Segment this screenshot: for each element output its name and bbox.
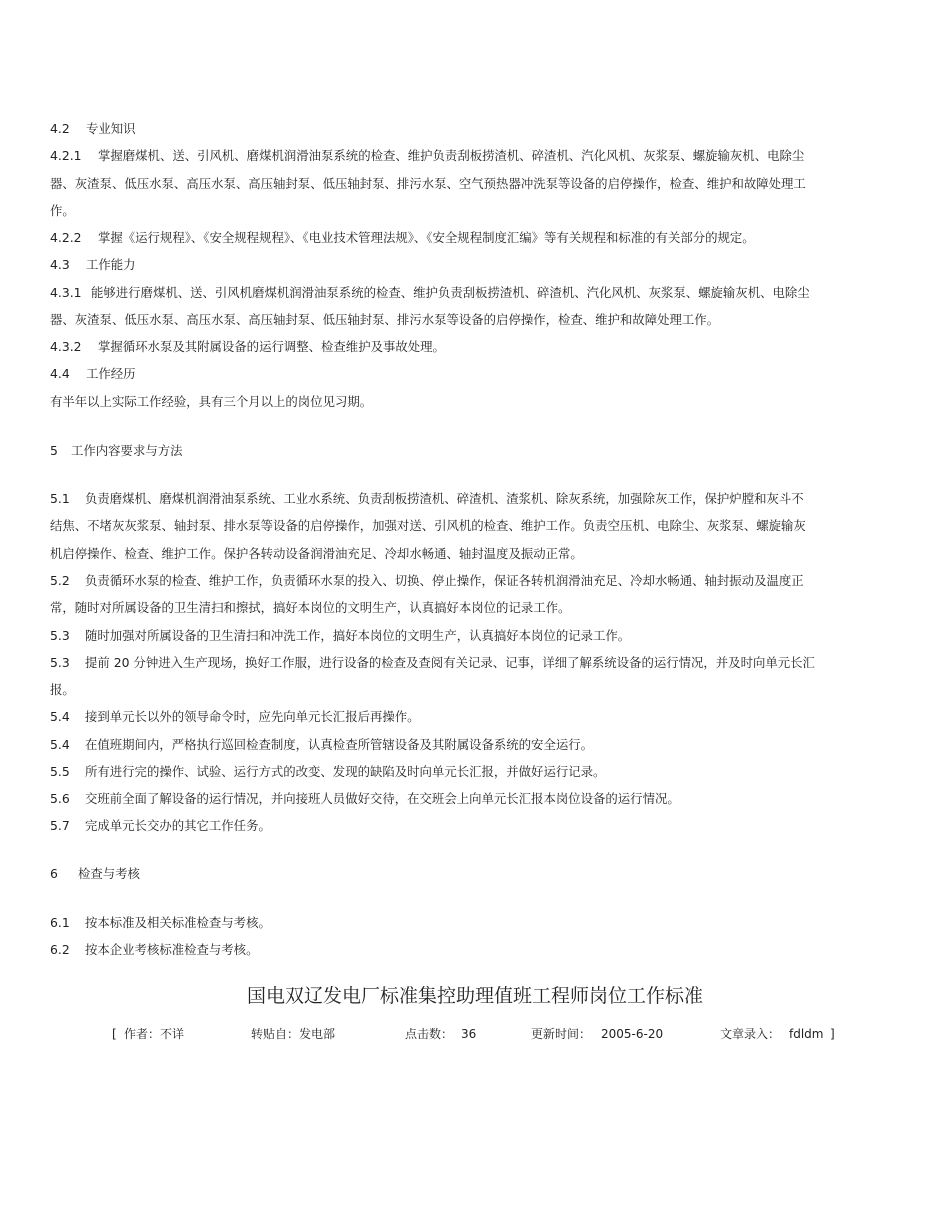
section-number: 5.3 (50, 628, 70, 643)
section-number: 5.7 (50, 818, 70, 833)
paragraph-text: 掌握磨煤机、送、引风机、磨煤机润滑油泵系统的检查、维护负责刮板捞渣机、碎渣机、汽化风机、灰浆泵、螺旋输灰机、电除尘 (98, 148, 805, 163)
section-number: 5 (50, 443, 58, 458)
meta-bracket-open: [ (112, 1027, 117, 1041)
paragraph-4-4-body: 有半年以上实际工作经验，具有三个月以上的岗位见习期。 (50, 394, 373, 409)
paragraph-4-3-1-line-1 (50, 285, 810, 301)
section-title: 工作经历 (86, 366, 136, 381)
paragraph-text: 负责磨煤机、磨煤机润滑油泵系统、工业水系统、负责刮板捞渣机、碎渣机、渣浆机、除灰系统，加强除灰工作，保护炉膛和灰斗不 (85, 491, 804, 506)
paragraph-4-2-1-line-2: 器、灰渣泵、低压水泵、高压水泵、高压轴封泵、低压轴封泵、排污水泵、空气预热器冲洗泵等设备的启停操作，检查、维护和故障处理工 (50, 176, 806, 191)
meta-updated-value: 2005-6-20 (601, 1027, 664, 1041)
section-title: 工作能力 (86, 257, 136, 272)
paragraph-5-7 (50, 818, 271, 834)
paragraph-6-1 (50, 915, 271, 931)
section-number: 5.2 (50, 573, 70, 588)
paragraph-4-3-1-line-2: 器、灰渣泵、低压水泵、高压水泵、高压轴封泵、低压轴封泵、排污水泵等设备的启停操作，检查、维护和故障处理工作。 (50, 312, 720, 327)
paragraph-5-4b (50, 737, 593, 753)
paragraph-4-2-1-line-1 (50, 148, 804, 164)
paragraph-text: 提前 20 分钟进入生产现场，换好工作服，进行设备的检查及查阅有关记录、记事，详细了解系统设备的运行情况，并及时向单元长汇 (85, 655, 815, 670)
heading-6 (50, 866, 140, 882)
heading-4-4 (50, 366, 136, 382)
section-number: 6.1 (50, 915, 70, 930)
paragraph-5-2-line-1 (50, 573, 804, 589)
section-number: 4.2.1 (50, 148, 82, 163)
section-number: 5.3 (50, 655, 70, 670)
meta-bracket-close: ] (830, 1027, 835, 1041)
paragraph-6-2 (50, 942, 258, 958)
paragraph-text: 在值班期间内，严格执行巡回检查制度，认真检查所管辖设备及其附属设备系统的安全运行。 (85, 737, 594, 752)
article-title: 国电双辽发电厂标准集控助理值班工程师岗位工作标准 (246, 985, 703, 1007)
paragraph-text: 接到单元长以外的领导命令时，应先向单元长汇报后再操作。 (85, 709, 420, 724)
paragraph-5-3a (50, 628, 630, 644)
paragraph-text: 随时加强对所属设备的卫生清扫和冲洗工作，搞好本岗位的文明生产，认真搞好本岗位的记录工作。 (85, 628, 631, 643)
section-number: 4.3 (50, 257, 70, 272)
paragraph-text: 掌握循环水泵及其附属设备的运行调整、检查维护及事故处理。 (98, 339, 445, 354)
paragraph-text: 按本企业考核标准检查与考核。 (85, 942, 259, 957)
meta-entry-value: fdldm (789, 1027, 824, 1041)
paragraph-4-3-2 (50, 339, 445, 355)
section-title: 专业知识 (86, 121, 136, 136)
meta-clicks-value: 36 (461, 1027, 477, 1041)
paragraph-5-6 (50, 791, 680, 807)
meta-source: 转贴自：发电部 (251, 1027, 336, 1041)
paragraph-4-2-2 (50, 230, 755, 246)
paragraph-text: 掌握《运行规程》、《安全规程规程》、《电业技术管理法规》、《安全规程制度汇编》等有关规程和标准的有关部分的规定。 (98, 230, 755, 245)
section-number: 4.2 (50, 121, 70, 136)
heading-4-3 (50, 257, 136, 273)
paragraph-text: 按本标准及相关标准检查与考核。 (85, 915, 271, 930)
section-title: 工作内容要求与方法 (71, 443, 183, 458)
section-number: 5.4 (50, 709, 70, 724)
section-number: 5.5 (50, 764, 70, 779)
paragraph-text: 负责循环水泵的检查、维护工作，负责循环水泵的投入、切换、停止操作，保证各转机润滑油充足、冷却水畅通、轴封振动及温度正 (85, 573, 804, 588)
meta-clicks-label: 点击数： (405, 1027, 454, 1041)
paragraph-text: 完成单元长交办的其它工作任务。 (85, 818, 271, 833)
heading-5 (50, 443, 183, 459)
section-number: 6 (50, 866, 58, 881)
paragraph-text: 能够进行磨煤机、送、引风机磨煤机润滑油泵系统的检查、维护负责刮板捞渣机、碎渣机、汽化风机、灰浆泵、螺旋输灰机、电除尘 (91, 285, 810, 300)
paragraph-5-1-line-2: 结焦、不堵灰灰浆泵、轴封泵、排水泵等设备的启停操作，加强对送、引风机的检查、维护工作。负责空压机、电除尘、灰浆泵、螺旋输灰 (50, 518, 806, 533)
meta-entry-label: 文章录入： (720, 1027, 781, 1041)
section-number: 4.3.1 (50, 285, 82, 300)
section-title: 检查与考核 (78, 866, 140, 881)
paragraph-5-3b-line-1 (50, 655, 815, 671)
section-number: 4.3.2 (50, 339, 82, 354)
paragraph-text: 交班前全面了解设备的运行情况，并向接班人员做好交待，在交班会上向单元长汇报本岗位设备的运行情况。 (85, 791, 680, 806)
meta-updated-label: 更新时间： (531, 1027, 592, 1041)
paragraph-5-5 (50, 764, 605, 780)
paragraph-text: 所有进行完的操作、试验、运行方式的改变、发现的缺陷及时向单元长汇报，并做好运行记录。 (85, 764, 606, 779)
section-number: 6.2 (50, 942, 70, 957)
paragraph-5-1-line-3: 机启停操作、检查、维护工作。保护各转动设备润滑油充足、冷却水畅通、轴封温度及振动正常。 (50, 546, 583, 561)
heading-4-2 (50, 121, 136, 137)
section-number: 5.1 (50, 491, 70, 506)
section-number: 5.6 (50, 791, 70, 806)
section-number: 4.4 (50, 366, 70, 381)
meta-author: 作者：不详 (124, 1027, 185, 1041)
paragraph-5-2-line-2: 常，随时对所属设备的卫生清扫和擦拭，搞好本岗位的文明生产，认真搞好本岗位的记录工作。 (50, 600, 571, 615)
section-number: 4.2.2 (50, 230, 82, 245)
paragraph-5-1-line-1 (50, 491, 804, 507)
section-number: 5.4 (50, 737, 70, 752)
paragraph-5-3b-line-2: 报。 (50, 682, 75, 697)
paragraph-4-2-1-line-3: 作。 (50, 203, 75, 218)
paragraph-5-4a (50, 709, 420, 725)
